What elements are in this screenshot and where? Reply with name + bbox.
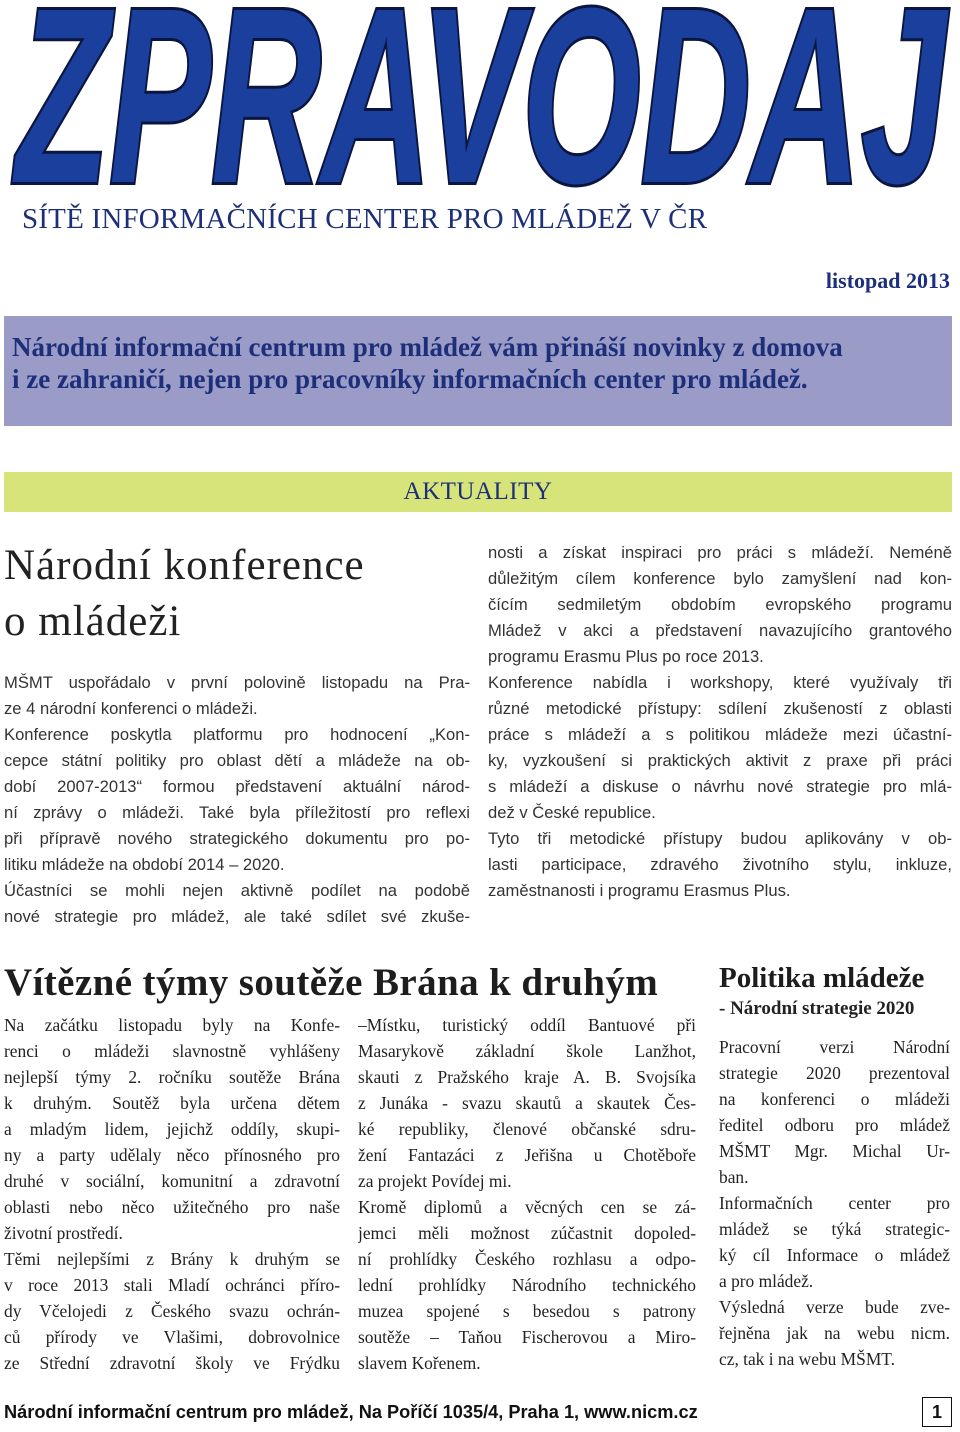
text-line: cz, tak i na webu MŠMT. bbox=[719, 1349, 895, 1369]
text-line: MŠMT Mgr. Michal Ur- bbox=[719, 1141, 950, 1161]
text-line: muzea spojené s besedou s patrony bbox=[358, 1301, 696, 1321]
text-line: skauti z Pražského kraje A. B. Svojsíka bbox=[358, 1067, 696, 1087]
text-line: lasti participace, zdravého životního stylu, inkluze, bbox=[488, 855, 952, 874]
text-line: Mládež v akci a představení navazujícího grantového bbox=[488, 621, 952, 640]
article-title-line: Národní konference bbox=[4, 542, 365, 589]
text-line: na konferenci o mládeži bbox=[719, 1089, 950, 1109]
text-line: Tyto tři metodické přístupy budou aplikovány v ob- bbox=[488, 829, 952, 848]
text-line: dež v České republice. bbox=[488, 803, 656, 822]
article-column-left bbox=[4, 1012, 340, 1376]
text-line: oblasti nebo něco užitečného pro naše bbox=[4, 1197, 340, 1217]
text-line: Masarykově základní škole Lanžhot, bbox=[358, 1041, 696, 1061]
text-line: a pro mládež. bbox=[719, 1271, 814, 1291]
text-line: renci o mládeži slavnostně vyhlášeny bbox=[4, 1041, 340, 1061]
intro-line: i ze zahraničí, nejen pro pracovníky informačních center pro mládež. bbox=[12, 364, 808, 394]
text-line: z Junáka - svazu skautů a skautek Čes- bbox=[358, 1093, 696, 1113]
text-line: ban. bbox=[719, 1167, 749, 1187]
text-line: nosti a získat inspiraci pro práci s mládeží. Neméně bbox=[488, 543, 952, 562]
text-line: práce s mládeží a s politikou mládeže mezi účastní- bbox=[488, 725, 952, 744]
sidebar-article-title: Politika mládeže bbox=[719, 962, 925, 994]
issue-date: listopad 2013 bbox=[825, 268, 950, 293]
article-title-line: o mládeži bbox=[4, 598, 182, 645]
intro-banner bbox=[4, 316, 952, 426]
masthead-title-text: ZPRAVODAJ bbox=[12, 4, 950, 204]
text-line: ní prohlídky Českého rozhlasu a odpo- bbox=[358, 1249, 696, 1269]
text-line: žení Fantazáci z Jeřišna u Chotěboře bbox=[358, 1145, 696, 1165]
text-line: ze Střední zdravotní školy ve Frýdku bbox=[4, 1353, 340, 1373]
section-banner bbox=[4, 472, 952, 512]
text-line: ředitel odboru pro mládež bbox=[719, 1115, 950, 1135]
article-title bbox=[4, 538, 484, 650]
text-line: Informačních center pro bbox=[719, 1193, 950, 1213]
text-line: Výsledná verze bude zve- bbox=[719, 1297, 950, 1317]
page-number: 1 bbox=[922, 1397, 952, 1427]
text-line: čícím sedmiletým obdobím evropského programu bbox=[488, 595, 952, 614]
intro-line: Národní informační centrum pro mládež vám přináší novinky z domova bbox=[12, 332, 843, 362]
text-line: soutěže – Taňou Fischerovou a Miro- bbox=[358, 1327, 696, 1347]
text-line: dobí 2007-2013“ formou představení aktuální národ- bbox=[4, 777, 470, 796]
article-column-right bbox=[488, 540, 952, 904]
text-line: při přípravě nového strategického dokumentu pro po- bbox=[4, 829, 470, 848]
text-line: Účastníci se mohli nejen aktivně podílet na podobě bbox=[4, 881, 470, 900]
text-line: slavem Kořenem. bbox=[358, 1353, 481, 1373]
text-line: litiku mládeže na období 2014 – 2020. bbox=[4, 855, 285, 874]
text-line: ky, vyzkoušení si praktických aktivit z praxe při práci bbox=[488, 751, 952, 770]
footer-address: Národní informační centrum pro mládež, Na Poříčí 1035/4, Praha 1, www.nicm.cz bbox=[4, 1402, 698, 1422]
text-line: strategie 2020 prezentoval bbox=[719, 1063, 950, 1083]
text-line: cepce státní politiky pro oblast dětí a mládeže na ob- bbox=[4, 751, 470, 770]
article-column-right bbox=[358, 1012, 696, 1376]
text-line: důležitým cílem konference bylo zamyšlení nad kon- bbox=[488, 569, 952, 588]
text-line: Konference poskytla platformu pro hodnocení „Kon- bbox=[4, 725, 470, 744]
text-line: ký cíl Informace o mládež bbox=[719, 1245, 950, 1265]
article-title: Vítězné týmy soutěže Brána k druhým bbox=[4, 961, 659, 1004]
text-line: Konference nabídla i workshopy, které využívaly tři bbox=[488, 673, 952, 692]
text-line: za projekt Povídej mi. bbox=[358, 1171, 512, 1191]
masthead-subtitle: SÍTĚ INFORMAČNÍCH CENTER PRO MLÁDEŽ V ČR bbox=[22, 203, 708, 235]
sidebar-article-column bbox=[719, 1034, 950, 1372]
text-line: ní zprávy o mládeži. Také byla příležitostí pro reflexi bbox=[4, 803, 470, 822]
text-line: ců přírody ve Vlašimi, dobrovolnice bbox=[4, 1327, 340, 1347]
text-line: Těmi nejlepšími z Brány k druhým se bbox=[4, 1249, 340, 1269]
text-line: druhé v sociální, komunitní a zdravotní bbox=[4, 1171, 340, 1191]
text-line: a mladým lidem, jejichž oddíly, skupi- bbox=[4, 1119, 340, 1139]
text-line: nové strategie pro mládež, ale také sdílet své zkuše- bbox=[4, 907, 470, 926]
text-line: jemci měli možnost zúčastnit dopoled- bbox=[358, 1223, 696, 1243]
section-label: AKTUALITY bbox=[403, 478, 553, 505]
text-line: k druhým. Soutěž byla určena dětem bbox=[4, 1093, 340, 1113]
article-column-left bbox=[4, 670, 470, 930]
text-line: různé metodické přístupy: sdílení zkušeností z oblasti bbox=[488, 699, 952, 718]
text-line: –Místku, turistický oddíl Bantuové při bbox=[358, 1015, 696, 1035]
masthead-title bbox=[6, 4, 956, 204]
text-line: řejněna jak na webu nicm. bbox=[719, 1323, 950, 1343]
text-line: nejlepší týmy 2. ročníku soutěže Brána bbox=[4, 1067, 340, 1087]
text-line: programu Erasmu Plus po roce 2013. bbox=[488, 647, 764, 666]
text-line: Kromě diplomů a věcných cen se zá- bbox=[358, 1197, 696, 1217]
text-line: ny a party udělaly něco přínosného pro bbox=[4, 1145, 340, 1165]
text-line: Pracovní verzi Národní bbox=[719, 1037, 950, 1057]
text-line: MŠMT uspořádalo v první polovině listopadu na Pra- bbox=[4, 673, 470, 692]
text-line: v roce 2013 stali Mladí ochránci příro- bbox=[4, 1275, 340, 1295]
text-line: dy Včelojedi z Českého svazu ochrán- bbox=[4, 1301, 340, 1321]
text-line: mládež se týká strategic- bbox=[719, 1219, 950, 1239]
text-line: s mládeží a diskuse o návrhu nové strategie pro mlá- bbox=[488, 777, 952, 796]
sidebar-article-subtitle: - Národní strategie 2020 bbox=[719, 998, 915, 1019]
text-line: ze 4 národní konferenci o mládeži. bbox=[4, 699, 258, 718]
text-line: zaměstnanosti i programu Erasmus Plus. bbox=[488, 881, 791, 900]
text-line: životní prostředí. bbox=[4, 1223, 123, 1243]
text-line: lední prohlídky Národního technického bbox=[358, 1275, 696, 1295]
text-line: ké republiky, členové občanské sdru- bbox=[358, 1119, 696, 1139]
text-line: Na začátku listopadu byly na Konfe- bbox=[4, 1015, 340, 1035]
